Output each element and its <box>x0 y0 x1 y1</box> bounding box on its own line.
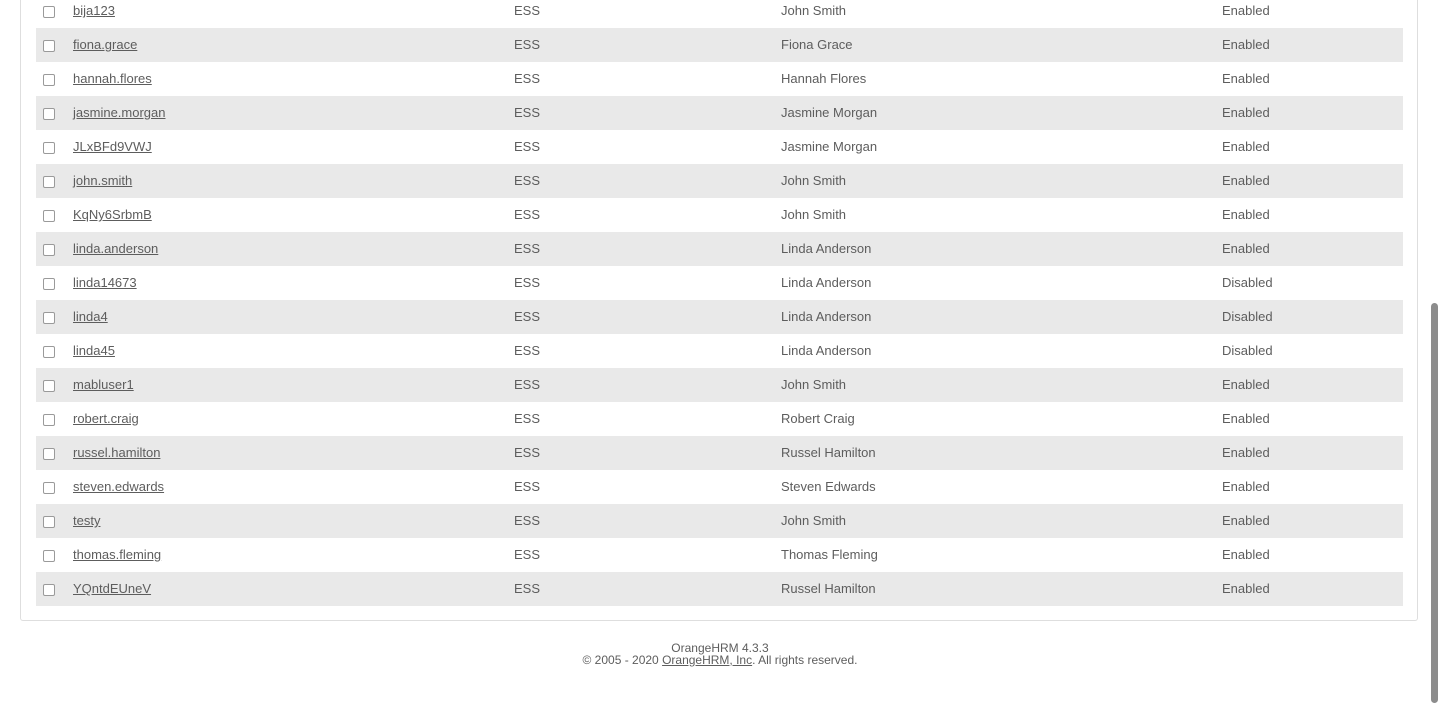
table-row <box>36 96 1403 130</box>
status-cell: Enabled <box>1222 139 1270 154</box>
username-link[interactable]: fiona.grace <box>73 37 138 52</box>
username-link[interactable]: thomas.fleming <box>73 547 162 562</box>
employee-name-cell: Russel Hamilton <box>781 445 876 460</box>
user-role-cell: ESS <box>514 479 541 494</box>
company-link[interactable]: OrangeHRM, Inc <box>662 653 753 667</box>
employee-name-cell: John Smith <box>781 3 847 18</box>
scrollbar[interactable] <box>1429 0 1440 707</box>
row-checkbox[interactable] <box>43 550 55 562</box>
username-link[interactable]: mabluser1 <box>73 377 134 392</box>
table-row <box>36 470 1403 504</box>
row-checkbox[interactable] <box>43 40 55 52</box>
employee-name-cell: Russel Hamilton <box>781 581 876 596</box>
status-cell: Enabled <box>1222 377 1270 392</box>
employee-name-cell: Fiona Grace <box>781 37 853 52</box>
username-cell <box>73 198 152 232</box>
username-link[interactable]: testy <box>73 513 101 528</box>
user-role-cell: ESS <box>514 445 541 460</box>
status-cell: Enabled <box>1222 445 1270 460</box>
user-role-cell: ESS <box>514 3 541 18</box>
username-cell <box>73 266 137 300</box>
table-row <box>36 266 1403 300</box>
username-cell <box>73 28 137 62</box>
employee-name-cell: Jasmine Morgan <box>781 139 878 154</box>
table-row <box>36 436 1403 470</box>
table-row <box>36 504 1403 538</box>
row-checkbox[interactable] <box>43 108 55 120</box>
username-link[interactable]: jasmine.morgan <box>73 105 166 120</box>
status-cell: Disabled <box>1222 309 1273 324</box>
employee-name-cell: Steven Edwards <box>781 479 876 494</box>
user-role-cell: ESS <box>514 71 541 86</box>
employee-name-cell: Jasmine Morgan <box>781 105 878 120</box>
status-cell: Enabled <box>1222 241 1270 256</box>
table-row <box>36 300 1403 334</box>
user-role-cell: ESS <box>514 173 541 188</box>
user-role-cell: ESS <box>514 105 541 120</box>
username-link[interactable]: steven.edwards <box>73 479 165 494</box>
employee-name-cell: John Smith <box>781 173 847 188</box>
username-link[interactable]: YQntdEUneV <box>73 581 152 596</box>
table-row <box>36 28 1403 62</box>
username-cell <box>73 368 134 402</box>
user-role-cell: ESS <box>514 513 541 528</box>
copyright-prefix: © 2005 - 2020 <box>582 653 663 667</box>
user-role-cell: ESS <box>514 581 541 596</box>
row-checkbox[interactable] <box>43 244 55 256</box>
row-checkbox[interactable] <box>43 584 55 596</box>
table-row <box>36 402 1403 436</box>
username-link[interactable]: JLxBFd9VWJ <box>73 139 152 154</box>
username-link[interactable]: linda14673 <box>73 275 137 290</box>
status-cell: Enabled <box>1222 513 1270 528</box>
username-cell <box>73 164 132 198</box>
username-link[interactable]: bija123 <box>73 3 115 18</box>
row-checkbox[interactable] <box>43 74 55 86</box>
username-cell <box>73 130 152 164</box>
row-checkbox[interactable] <box>43 448 55 460</box>
username-link[interactable]: linda4 <box>73 309 108 324</box>
row-checkbox[interactable] <box>43 210 55 222</box>
username-cell <box>73 334 115 368</box>
footer-version: OrangeHRM 4.3.3 <box>671 641 769 655</box>
employee-name-cell: John Smith <box>781 513 847 528</box>
table-row <box>36 538 1403 572</box>
username-link[interactable]: linda45 <box>73 343 115 358</box>
username-cell <box>73 470 164 504</box>
row-checkbox[interactable] <box>43 176 55 188</box>
row-checkbox[interactable] <box>43 346 55 358</box>
table-row <box>36 572 1403 606</box>
username-cell <box>73 96 166 130</box>
username-link[interactable]: robert.craig <box>73 411 139 426</box>
table-row <box>36 164 1403 198</box>
username-cell <box>73 436 160 470</box>
user-role-cell: ESS <box>514 37 541 52</box>
status-cell: Disabled <box>1222 275 1273 290</box>
row-checkbox[interactable] <box>43 6 55 18</box>
username-cell <box>73 232 158 266</box>
row-checkbox[interactable] <box>43 482 55 494</box>
users-table <box>36 0 1403 606</box>
username-cell <box>73 62 152 96</box>
copyright-suffix: . All rights reserved. <box>752 653 858 667</box>
footer-copyright <box>0 654 1440 666</box>
username-cell <box>73 402 139 436</box>
employee-name-cell: Linda Anderson <box>781 275 872 290</box>
username-cell <box>73 0 115 28</box>
status-cell: Disabled <box>1222 343 1273 358</box>
employee-name-cell: Linda Anderson <box>781 343 872 358</box>
table-row <box>36 368 1403 402</box>
username-cell <box>73 538 161 572</box>
status-cell: Enabled <box>1222 105 1270 120</box>
table-row <box>36 198 1403 232</box>
employee-name-cell: Linda Anderson <box>781 241 872 256</box>
row-checkbox[interactable] <box>43 414 55 426</box>
table-row <box>36 130 1403 164</box>
status-cell: Enabled <box>1222 411 1270 426</box>
username-cell <box>73 504 100 538</box>
username-link[interactable]: john.smith <box>73 173 133 188</box>
user-role-cell: ESS <box>514 275 541 290</box>
employee-name-cell: Linda Anderson <box>781 309 872 324</box>
table-row <box>36 232 1403 266</box>
employee-name-cell: Thomas Fleming <box>781 547 878 562</box>
status-cell: Enabled <box>1222 37 1270 52</box>
user-role-cell: ESS <box>514 241 541 256</box>
username-link[interactable]: linda.anderson <box>73 241 159 256</box>
employee-name-cell: John Smith <box>781 207 847 222</box>
username-link[interactable]: russel.hamilton <box>73 445 161 460</box>
table-row <box>36 62 1403 96</box>
row-checkbox[interactable] <box>43 380 55 392</box>
username-cell <box>73 572 151 606</box>
row-checkbox[interactable] <box>43 278 55 290</box>
employee-name-cell: Robert Craig <box>781 411 855 426</box>
status-cell: Enabled <box>1222 547 1270 562</box>
user-role-cell: ESS <box>514 547 541 562</box>
status-cell: Enabled <box>1222 207 1270 222</box>
user-role-cell: ESS <box>514 309 541 324</box>
scrollbar-thumb[interactable] <box>1431 303 1438 703</box>
table-row <box>36 0 1403 28</box>
footer <box>0 642 1440 666</box>
employee-name-cell: John Smith <box>781 377 847 392</box>
username-cell <box>73 300 108 334</box>
table-row <box>36 334 1403 368</box>
user-role-cell: ESS <box>514 207 541 222</box>
username-link[interactable]: hannah.flores <box>73 71 152 86</box>
status-cell: Enabled <box>1222 173 1270 188</box>
user-role-cell: ESS <box>514 411 541 426</box>
username-link[interactable]: KqNy6SrbmB <box>73 207 152 222</box>
row-checkbox[interactable] <box>43 312 55 324</box>
row-checkbox[interactable] <box>43 142 55 154</box>
employee-name-cell: Hannah Flores <box>781 71 867 86</box>
status-cell: Enabled <box>1222 581 1270 596</box>
status-cell: Enabled <box>1222 3 1270 18</box>
user-role-cell: ESS <box>514 343 541 358</box>
user-role-cell: ESS <box>514 139 541 154</box>
user-role-cell: ESS <box>514 377 541 392</box>
row-checkbox[interactable] <box>43 516 55 528</box>
status-cell: Enabled <box>1222 71 1270 86</box>
status-cell: Enabled <box>1222 479 1270 494</box>
